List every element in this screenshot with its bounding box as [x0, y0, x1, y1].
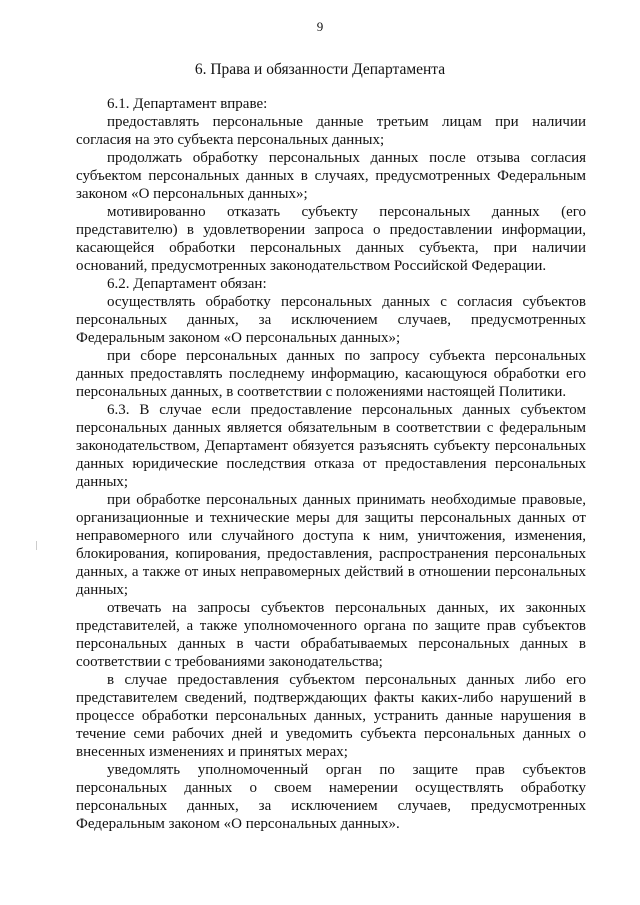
paragraph: продолжать обработку персональных данных после отзыва согласия субъектом персональных данных в случаях, предусмотренных Федеральным законом «О персональных данных»;: [76, 150, 586, 202]
paragraph: при обработке персональных данных принимать необходимые правовые, организационные и технические меры для защиты персональных данных от неправомерного или случайного доступа к ним, уничтожения, изменения, блокирования, копирования, предоставления, распространения персональных данных, а также от иных неправомерных действий в отношении персональных данных;: [76, 492, 586, 598]
scan-margin-mark: [36, 541, 37, 550]
paragraph: в случае предоставления субъектом персональных данных либо его представителем сведений, подтверждающих факты каких-либо нарушений в процессе обработки персональных данных, устранить данные нарушения в течение семи рабочих дней и уведомить субъекта персональных данных о внесенных изменениях и принятых мерах;: [76, 672, 586, 760]
paragraph: предоставлять персональные данные третьим лицам при наличии согласия на это субъекта персональных данных;: [76, 114, 586, 148]
paragraph: мотивированно отказать субъекту персональных данных (его представителю) в удовлетворении запроса о предоставлении информации, касающейся обработки персональных данных субъекта, при наличии оснований, предусмотренных законодательством Российской Федерации.: [76, 204, 586, 274]
paragraph: при сборе персональных данных по запросу субъекта персональных данных предоставлять последнему информацию, касающуюся обработки его персональных данных, в соответствии с положениями настоящей Политики.: [76, 348, 586, 400]
paragraph-6-1-heading: 6.1. Департамент вправе:: [107, 96, 268, 112]
page-number: 9: [316, 19, 324, 34]
paragraph: уведомлять уполномоченный орган по защите прав субъектов персональных данных о своем намерении осуществлять обработку персональных данных, за исключением случаев, предусмотренных Федеральным законом «О персональных данных».: [76, 762, 586, 832]
document-body: [76, 95, 586, 833]
section-title: 6. Права и обязанности Департамента: [194, 61, 446, 78]
paragraph: отвечать на запросы субъектов персональных данных, их законных представителей, а также уполномоченного органа по защите прав субъектов персональных данных в части обрабатываемых персональных данных в соответствии с требованиями законодательства;: [76, 600, 586, 670]
paragraph-6-2-heading: 6.2. Департамент обязан:: [107, 276, 267, 292]
paragraph: осуществлять обработку персональных данных с согласия субъектов персональных данных, за исключением случаев, предусмотренных Федеральным законом «О персональных данных»;: [76, 294, 586, 346]
paragraph-6-3: 6.3. В случае если предоставление персональных данных субъектом персональных данных является обязательным в соответствии с федеральным законодательством, Департамент обязуется разъяснять субъекту персональных данных юридические последствия отказа от предоставления персональных данных;: [76, 402, 586, 490]
